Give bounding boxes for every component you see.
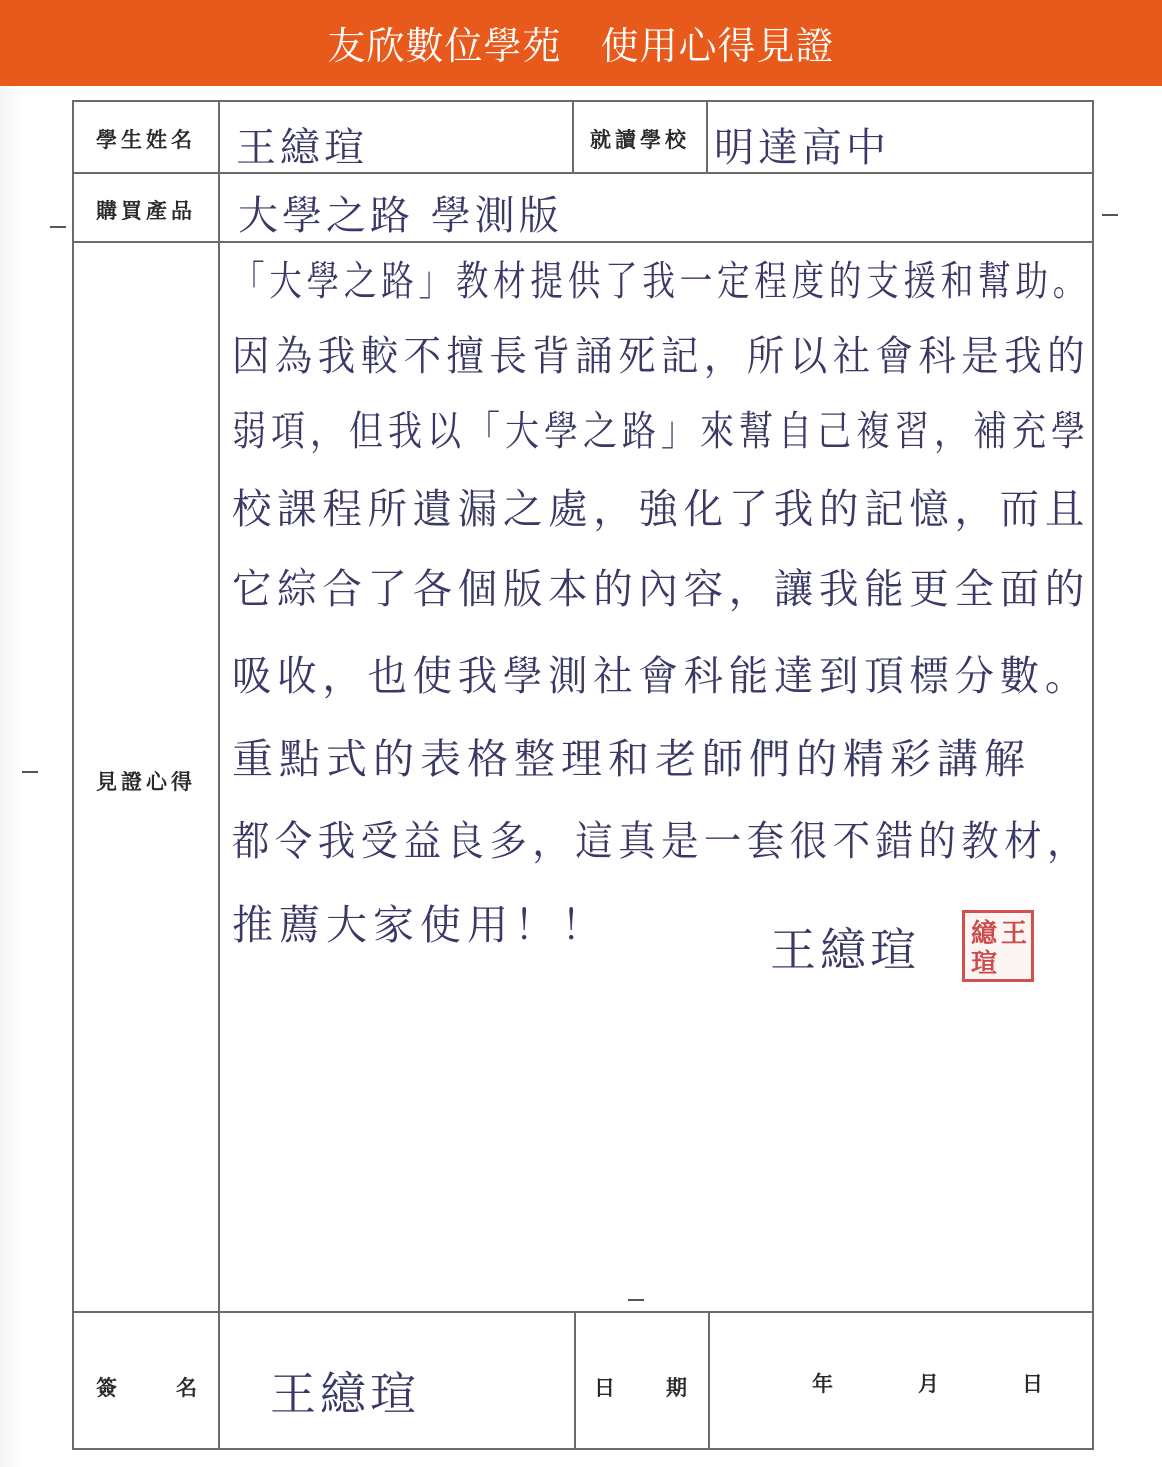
header-title: 友欣數位學苑 使用心得見證 [327,24,835,68]
form-divider [72,172,1094,174]
date-label-1: 日 [594,1376,615,1400]
form-divider [706,100,708,172]
school-label: 就讀學校 [590,128,690,152]
testimonial-line: 推薦大家使用！！ [232,901,608,949]
signature-label-1: 簽 [96,1376,121,1400]
signature-label-2: 名 [176,1376,201,1400]
form-divider [574,1311,576,1450]
paper-edge-shadow [0,86,22,1467]
school-value: 明達高中 [714,125,890,171]
testimonial-line: 它綜合了各個版本的內容，讓我能更全面的 [232,565,1090,613]
product-value: 大學之路 學測版 [238,193,563,239]
form-divider [572,100,574,172]
student-name-value: 王繶瑄 [236,125,368,171]
student-name-label: 學生姓名 [96,128,196,152]
seal-char: 瑄 [971,949,998,979]
form-divider [218,100,220,1450]
name-seal [962,910,1034,982]
scan-mark [50,226,66,228]
testimonial-line: 吸收，也使我學測社會科能達到頂標分數。 [232,652,1090,700]
testimonial-line: 弱項，但我以「大學之路」來幫自己複習，補充學 [232,407,1090,455]
testimonial-line: 校課程所遺漏之處，強化了我的記憶，而且 [232,485,1090,533]
scan-mark [628,1299,644,1301]
scan-mark [22,771,38,773]
form-divider [72,1311,1094,1313]
signature-value: 王繶瑄 [270,1367,420,1421]
date-label-2: 期 [666,1376,687,1400]
product-label: 購買產品 [96,199,196,223]
form-divider [708,1311,710,1450]
testimonial-signature: 王繶瑄 [770,923,920,977]
testimonial-label: 見證心得 [96,770,196,794]
testimonial-line: 重點式的表格整理和老師們的精彩講解 [232,735,1031,783]
testimonial-line: 因為我較不擅長背誦死記，所以社會科是我的 [232,332,1090,380]
page-header [0,0,1162,86]
seal-char: 繶 [971,919,998,949]
day-label: 日 [1022,1372,1043,1396]
testimonial-line: 「大學之路」教材提供了我一定程度的支援和幫助。 [232,257,1090,305]
year-label: 年 [812,1372,833,1396]
seal-char: 王 [1001,919,1028,949]
form-divider [72,241,1094,243]
scan-mark [1102,214,1118,216]
testimonial-line: 都令我受益良多，這真是一套很不錯的教材， [232,817,1090,865]
month-label: 月 [918,1372,939,1396]
